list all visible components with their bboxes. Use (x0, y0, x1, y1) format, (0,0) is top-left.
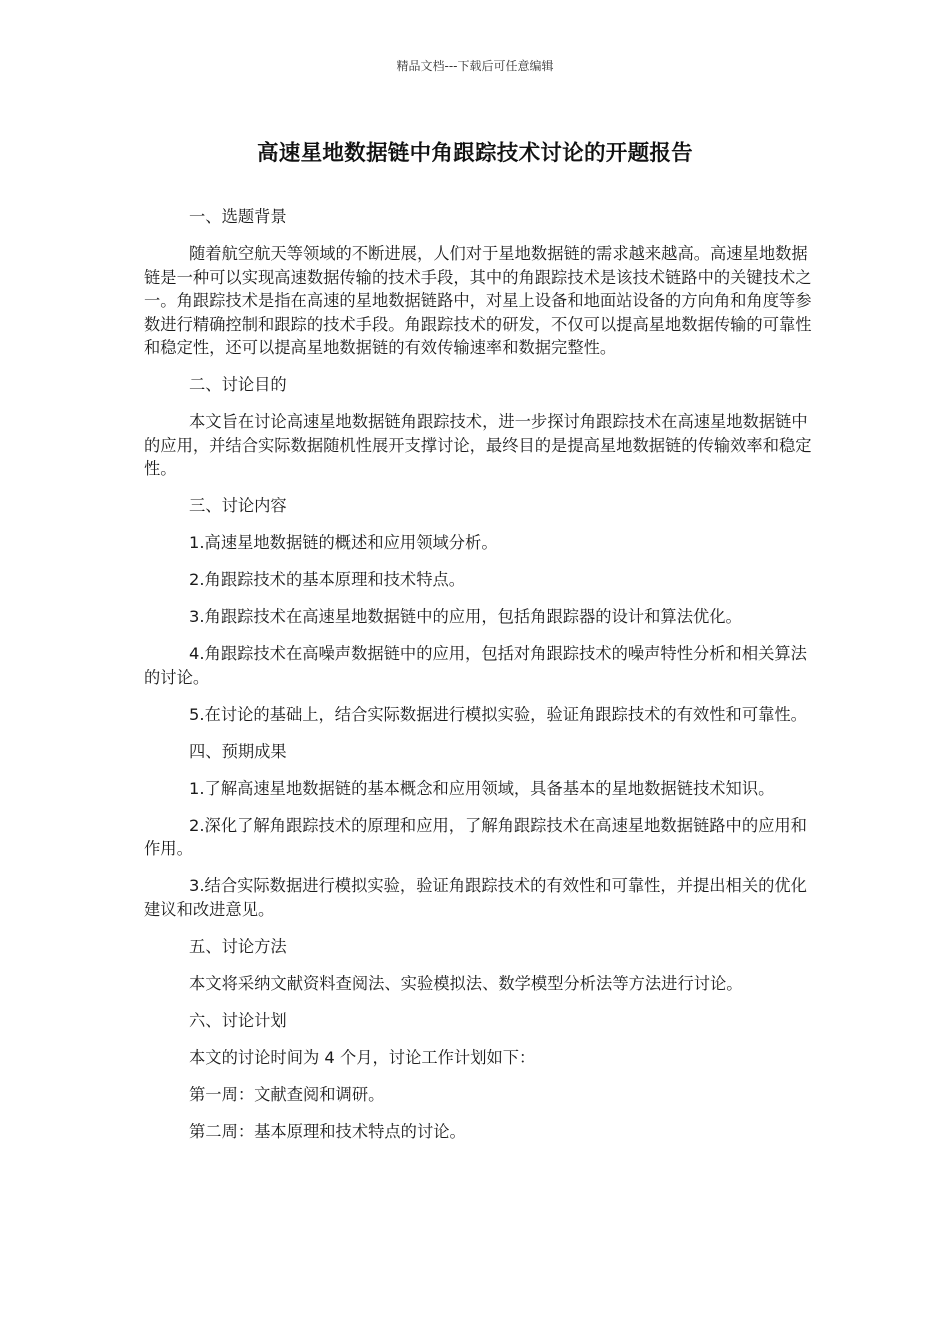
list-item: 3.角跟踪技术在高速星地数据链中的应用，包括角跟踪器的设计和算法优化。 (189, 607, 742, 626)
document-title: 高速星地数据链中角跟踪技术讨论的开题报告 (256, 141, 693, 166)
body-paragraph: 随着航空航天等领域的不断进展，人们对于星地数据链的需求越来越高。高速星地数据链是一种可以实现高速数据传输的技术手段，其中的角跟踪技术是该技术链路中的关键技术之一。角跟踪技术是指在高速的星地数据链路中，对星上设备和地面站设备的方向角和角度等参数进行精确控制和跟踪的技术手段。角跟踪技术的研发，不仅可以提高星地数据传输的可靠性和稳定性，还可以提高星地数据链的有效传输速率和数据完整性。 (144, 244, 812, 357)
section-heading: 二、讨论目的 (189, 375, 287, 394)
plan-item: 第一周：文献查阅和调研。 (189, 1084, 385, 1104)
header-note: 精品文档---下载后可任意编辑 (396, 59, 554, 73)
plan-item: 第二周：基本原理和技术特点的讨论。 (189, 1121, 466, 1141)
body-paragraph: 本文旨在讨论高速星地数据链角跟踪技术，进一步探讨角跟踪技术在高速星地数据链中的应用，并结合实际数据随机性展开支撑讨论，最终目的是提高星地数据链的传输效率和稳定性。 (144, 412, 812, 478)
list-item: 1.高速星地数据链的概述和应用领域分析。 (189, 533, 498, 552)
section-heading: 四、预期成果 (189, 741, 287, 761)
list-item: 2.深化了解角跟踪技术的原理和应用，了解角跟踪技术在高速星地数据链路中的应用和作用。 (144, 815, 807, 858)
list-item: 4.角跟踪技术在高噪声数据链中的应用，包括对角跟踪技术的噪声特性分析和相关算法的讨论。 (144, 644, 807, 687)
body-paragraph: 本文的讨论时间为 4 个月，讨论工作计划如下： (189, 1047, 536, 1067)
section-heading: 一、选题背景 (189, 207, 287, 226)
section-heading: 六、讨论计划 (189, 1010, 287, 1030)
document-body (144, 205, 812, 1157)
list-item: 1.了解高速星地数据链的基本概念和应用领域，具备基本的星地数据链技术知识。 (189, 778, 775, 798)
section-heading: 五、讨论方法 (189, 936, 287, 956)
body-paragraph: 本文将采纳文献资料查阅法、实验模拟法、数学模型分析法等方法进行讨论。 (189, 973, 743, 993)
list-item: 3.结合实际数据进行模拟实验，验证角跟踪技术的有效性和可靠性，并提出相关的优化建议和改进意见。 (144, 876, 807, 919)
list-item: 2.角跟踪技术的基本原理和技术特点。 (189, 570, 466, 589)
list-item: 5.在讨论的基础上，结合实际数据进行模拟实验，验证角跟踪技术的有效性和可靠性。 (189, 704, 807, 724)
section-heading: 三、讨论内容 (189, 496, 287, 515)
